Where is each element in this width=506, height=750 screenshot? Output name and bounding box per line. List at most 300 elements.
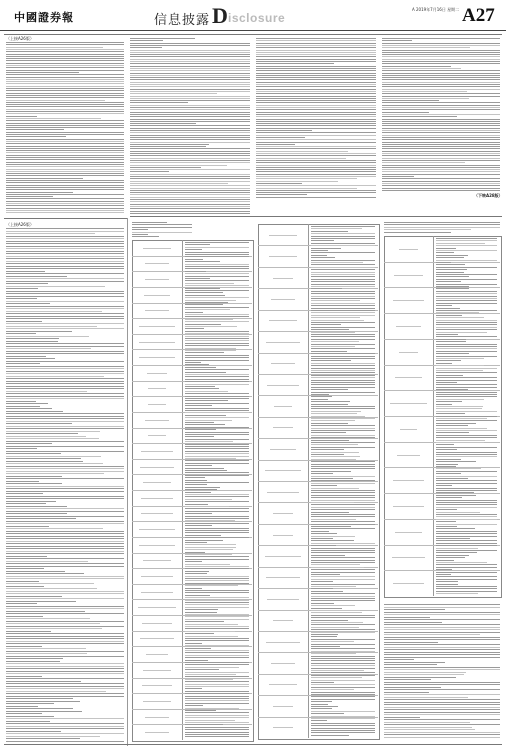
text-line [185,621,224,622]
text-line [311,692,375,693]
text-line [185,249,202,250]
text-line [382,128,500,129]
text-line [436,396,497,397]
text-line [384,622,442,623]
text-line [256,114,376,115]
text-line [436,257,464,258]
text-line [185,700,249,701]
right-notes-column [384,604,500,738]
text-line [185,405,212,406]
text-line [185,247,249,248]
text-line [185,326,237,327]
text-line [6,533,124,534]
text-line [311,281,375,282]
text-line [185,350,236,351]
text-line [185,352,224,353]
text-line [6,90,124,91]
table-cell-label [267,599,299,600]
text-line [6,608,124,609]
text-line [311,478,353,479]
text-line [382,114,500,115]
text-line [6,56,124,57]
text-line [6,203,124,204]
text-line [311,320,364,321]
text-line [311,725,375,726]
text-line [6,196,53,197]
text-line [311,507,375,508]
text-line [6,60,124,61]
text-line [384,654,500,655]
table-cell-label [267,492,298,493]
text-line [185,501,249,502]
text-line [311,596,375,597]
text-line [6,501,56,502]
text-line [130,125,250,126]
text-line [130,98,250,99]
text-line [311,377,375,378]
text-line [6,253,124,254]
text-line [130,135,250,136]
text-line [436,454,497,455]
text-line [185,652,249,653]
text-line [384,227,500,228]
text-line [382,43,500,44]
text-line [384,224,500,225]
top-left-block-title: （上接A26版） [6,36,34,41]
text-line [185,456,249,457]
text-line [185,477,205,478]
top-column-3 [256,38,376,198]
text-line [384,609,445,610]
text-line [185,367,216,368]
text-line [6,155,124,156]
text-line [311,346,355,347]
text-line [185,458,236,459]
right-table-caption [384,222,500,232]
text-line [311,444,358,445]
text-line [436,243,485,244]
text-line [436,490,497,491]
text-line [185,266,249,267]
text-line [311,629,375,630]
text-line [436,492,474,493]
text-line [185,703,249,704]
text-line [6,316,124,317]
text-line [382,63,500,64]
text-line [6,651,124,652]
text-line [311,324,341,325]
text-line [130,181,250,182]
text-line [6,601,76,602]
text-line [436,305,452,306]
text-line [256,89,376,90]
text-line [6,54,124,55]
text-line [6,150,124,151]
text-line [130,148,250,149]
table-cell-label [390,403,427,404]
text-line [6,441,124,442]
text-line [436,348,497,349]
text-line [256,98,376,99]
text-line [6,466,124,467]
text-line [311,384,375,385]
text-line [132,227,192,228]
text-line [130,107,250,108]
text-line [185,631,235,632]
text-line [436,382,457,383]
text-line [382,146,500,147]
text-line [256,70,376,71]
text-line [185,499,232,500]
text-line [436,360,461,361]
text-line [436,272,464,273]
text-line [311,632,375,633]
text-line [185,619,249,620]
text-line [6,513,67,514]
text-line [256,54,376,55]
text-line [130,160,250,161]
text-line [256,171,376,172]
text-line [6,593,124,594]
text-line [311,303,375,304]
text-line [185,568,249,569]
text-line [311,236,375,237]
text-line [436,428,487,429]
text-line [436,430,497,431]
text-line [6,51,124,52]
text-line [384,702,500,703]
text-line [185,292,223,293]
table-cell-label [148,388,167,389]
text-line [185,278,210,279]
text-line [6,731,61,732]
text-line [311,248,341,249]
text-line [311,473,333,474]
text-line [256,73,376,74]
text-line [382,52,500,53]
text-line [436,555,469,556]
text-line [185,273,249,274]
text-line [311,684,375,685]
text-line [382,102,500,103]
table-cell-label [273,513,293,514]
text-line [384,709,500,710]
text-line [382,183,500,184]
text-line [436,444,454,445]
text-line [436,452,497,453]
text-line [436,509,457,510]
text-line [185,732,249,733]
text-line [382,142,500,143]
text-line [6,102,124,103]
text-line [130,77,250,78]
text-line [6,671,124,672]
lower-left-column [6,228,124,742]
text-line [185,439,249,440]
text-line [311,500,375,501]
text-line [311,670,364,671]
text-line [6,703,54,704]
text-line [382,162,465,163]
text-line [256,155,376,156]
text-line [311,711,375,712]
text-line [311,466,375,467]
text-line [185,417,249,418]
text-line [130,146,206,147]
text-line [185,283,234,284]
text-line [130,105,250,106]
text-line [382,77,500,78]
text-line [6,306,124,307]
text-line [436,560,454,561]
text-line [311,344,375,345]
text-line [130,54,250,55]
text-line [256,132,376,133]
text-line [311,687,375,688]
text-line [6,416,124,417]
text-line [382,121,500,122]
text-line [130,100,250,101]
text-line [185,604,249,605]
text-line [6,698,73,699]
text-line [185,508,249,509]
text-line [185,316,249,317]
text-line [436,248,456,249]
text-line [311,480,375,481]
text-line [311,552,375,553]
text-line [185,307,249,308]
text-line [185,566,249,567]
text-line [311,680,375,681]
text-line [130,201,250,202]
text-line [6,448,37,449]
text-line [436,564,497,565]
text-line [311,584,375,585]
text-line [311,471,351,472]
text-line [384,662,445,663]
text-line [382,96,500,97]
text-line [6,136,66,137]
table-cell-label [265,470,301,471]
text-line [6,483,62,484]
text-line [185,628,249,629]
text-line [6,543,124,544]
text-line [6,423,72,424]
text-line [256,77,376,78]
text-line [6,666,124,667]
text-line [185,722,249,723]
text-line [6,258,124,259]
text-line [185,448,249,449]
table-cell-label [266,577,300,578]
text-line [185,412,249,413]
text-line [311,593,375,594]
text-line [436,497,462,498]
text-line [256,146,376,147]
text-line [6,298,37,299]
text-line [311,526,351,527]
text-line [311,392,375,393]
text-line [185,648,211,649]
text-line [311,524,375,525]
text-line [436,411,497,412]
text-line [185,338,249,339]
text-line [256,75,376,76]
text-line [311,519,356,520]
text-line [384,722,470,723]
text-line [130,50,250,51]
text-line [6,516,124,517]
text-line [130,84,250,85]
text-line [185,571,209,572]
text-line [436,375,463,376]
text-line [311,509,375,510]
text-line [384,727,472,728]
text-line [436,404,452,405]
text-line [130,178,250,179]
table-cell-text [311,226,375,736]
table-cell-label [393,300,424,301]
text-line [6,296,124,297]
text-line [311,651,375,652]
text-line [6,393,124,394]
text-line [436,284,497,285]
text-line [6,205,124,206]
text-line [311,624,375,625]
text-line [384,732,500,733]
text-line [6,353,124,354]
table-cell-label [141,451,173,452]
text-line [436,586,497,587]
text-line [384,692,429,693]
text-line [185,256,249,257]
text-line [185,331,249,332]
text-line [185,532,249,533]
text-line [6,303,50,304]
text-line [6,361,124,362]
text-line [185,681,249,682]
text-line [185,612,217,613]
text-line [384,682,500,683]
table-cell-label [145,717,169,718]
text-line [185,470,227,471]
text-line [6,506,67,507]
text-line [384,647,500,648]
text-line [185,511,249,512]
text-line [185,657,249,658]
text-line [6,166,124,167]
text-line [256,183,302,184]
text-line [311,264,375,265]
text-line [436,543,497,544]
table-cell-label [399,352,418,353]
text-line [6,598,124,599]
text-line [6,476,62,477]
table-cell-label [139,342,175,343]
text-line [6,443,52,444]
text-line [6,134,124,135]
text-line [256,79,376,80]
text-line [382,61,500,62]
text-line [384,724,500,725]
text-line [256,197,376,198]
text-line [256,176,376,177]
text-line [311,615,375,616]
text-line [311,708,332,709]
text-line [185,592,249,593]
text-line [311,574,340,575]
text-line [382,176,414,177]
text-line [6,212,124,213]
text-line [6,463,103,464]
text-line [256,190,376,191]
text-line [436,519,497,520]
text-line [382,160,500,161]
text-line [185,328,204,329]
text-line [130,86,250,87]
text-line [256,167,376,168]
text-line [436,432,469,433]
text-line [436,588,497,589]
text-line [311,644,375,645]
text-line [384,232,451,233]
text-line [436,269,467,270]
text-line [382,190,500,191]
text-line [436,540,497,541]
text-line [311,375,375,376]
text-line [311,276,375,277]
text-line [311,296,375,297]
text-line [6,386,124,387]
text-line [311,284,375,285]
text-line [436,240,497,241]
text-line [311,730,375,731]
text-line [436,461,476,462]
text-line [6,573,84,574]
table-cell-label [141,592,174,593]
newspaper-masthead: 中國證券報 [14,11,74,24]
text-line [185,336,249,337]
text-line [6,187,124,188]
text-line [6,576,124,577]
text-line [382,116,457,117]
text-line [185,530,249,531]
text-line [185,391,228,392]
text-line [382,171,500,172]
text-line [6,396,124,397]
text-line [6,511,124,512]
text-line [311,672,375,673]
text-line [256,194,307,195]
text-line [130,68,250,69]
text-line [384,679,431,680]
text-line [185,686,249,687]
text-line [384,712,500,713]
text-line [436,526,457,527]
text-line [311,423,348,424]
text-line [436,512,480,513]
text-line [436,303,497,304]
text-line [6,351,124,352]
text-line [6,518,76,519]
text-line [130,128,250,129]
text-line [185,388,219,389]
text-line [311,317,360,318]
text-line [256,119,376,120]
text-line [256,59,376,60]
text-line [256,63,334,64]
text-line [130,206,250,207]
